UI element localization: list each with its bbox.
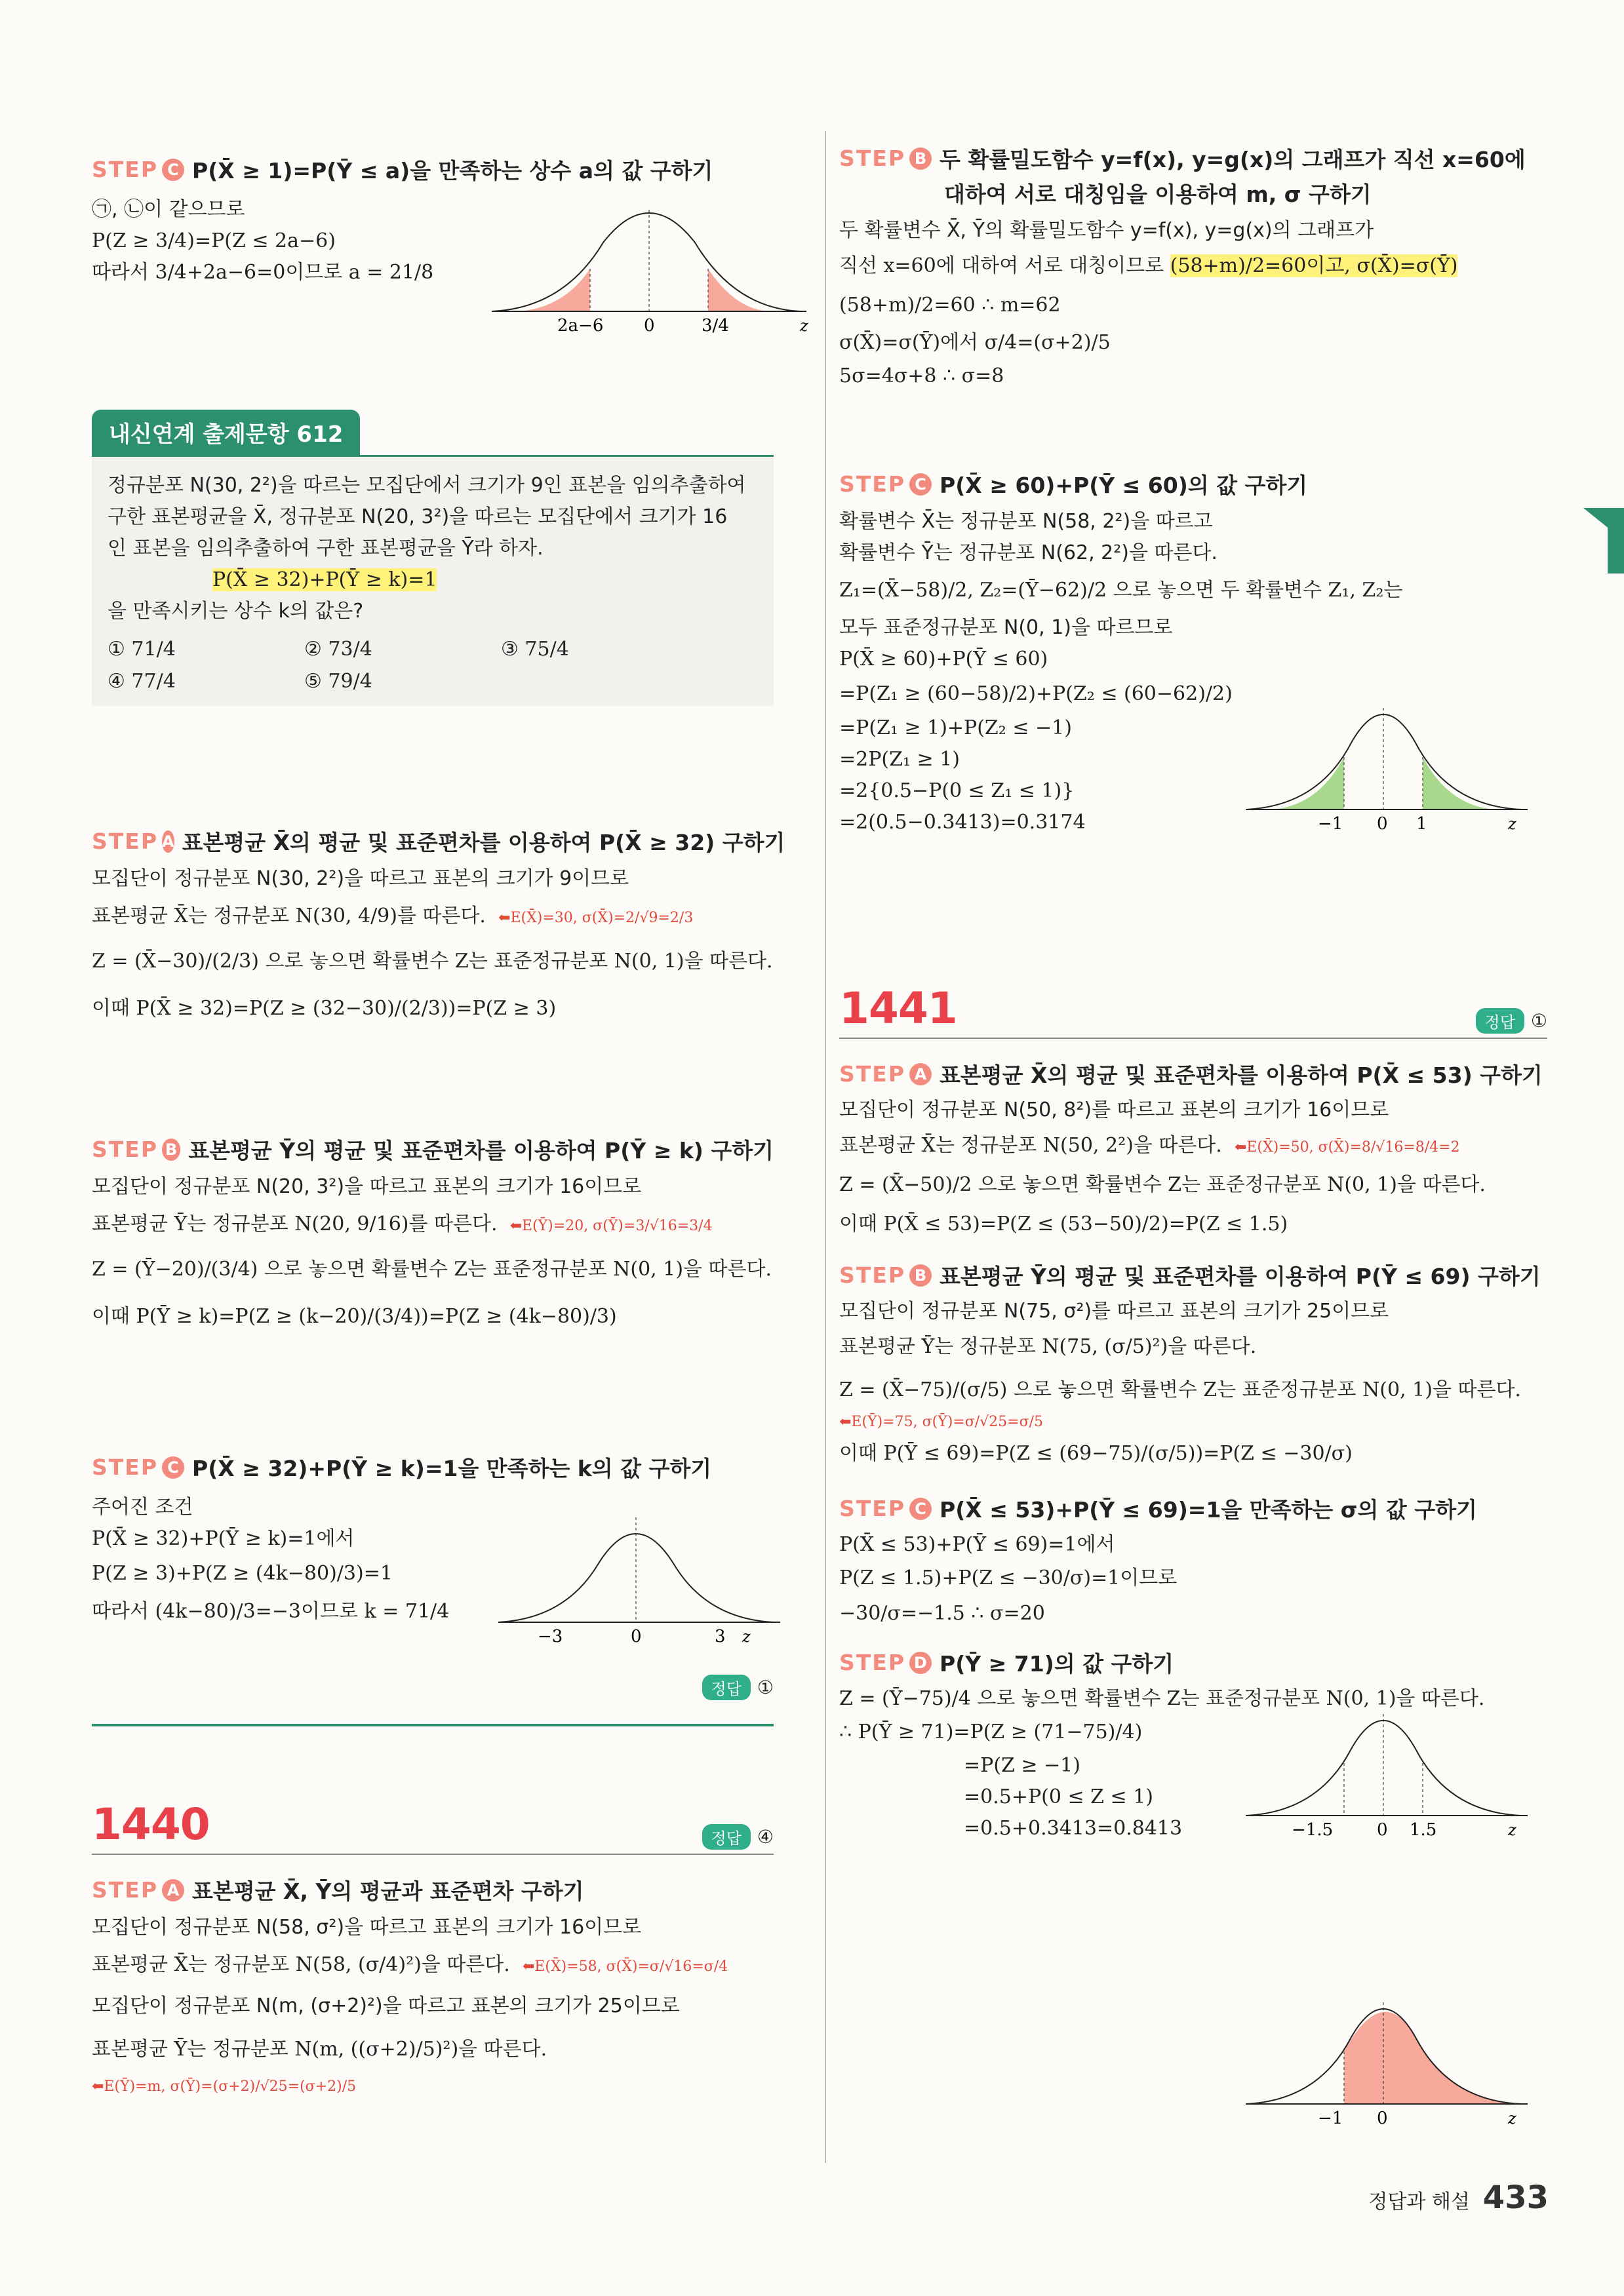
step-letter: A [162,1879,184,1901]
axis-label: z [800,317,808,335]
step-b-block [839,143,1547,392]
line: P(Z ≥ 3/4)=P(Z ≤ 2a−6) [92,229,336,252]
footer-label: 정답과 해설 [1368,2190,1470,2213]
line: 따라서 (4k−80)/3=−3이므로 k = 71/4 [92,1600,450,1623]
left-tail-shade [1246,757,1344,809]
exam-text: 정규분포 N(30, 2²)을 따르는 모집단에서 크기가 9인 표본을 임의추출하여 [108,474,746,497]
step-tag: STEP [92,1454,159,1480]
exam-body [92,455,774,706]
line: 두 확률변수 X̄, Ȳ의 확률밀도함수 y=f(x), y=g(x)의 그래프가 [839,219,1374,242]
answer-badge [702,1675,774,1700]
normal-curve-graph [1246,1698,1534,1855]
answer-value: ① [1530,1010,1547,1032]
right-tail-shade [1423,757,1495,809]
side-note: ⬅E(X̄)=58, σ(X̄)=σ/√16=σ/4 [522,1958,728,1975]
line: 이때 P(X̄ ≤ 53)=P(Z ≤ (53−50)/2)=P(Z ≤ 1.5) [839,1213,1288,1236]
step-title: P(X̄ ≥ 1)=P(Ȳ ≤ a)을 만족하는 상수 a의 값 구하기 [192,158,713,184]
step-letter: A [162,830,174,853]
line: 표본평균 X̄는 정규분포 N(58, (σ/4)²)을 따른다. [92,1953,510,1976]
tick-label: 3 [715,1627,726,1646]
side-note: ⬅E(X̄)=30, σ(X̄)=2/√9=2/3 [498,910,694,926]
line: =P(Z ≥ −1) [964,1754,1081,1777]
tick-label: −1 [1318,814,1343,834]
answer-badge [702,1824,774,1850]
answer-label: 정답 [702,1675,751,1700]
line: 확률변수 Ȳ는 정규분포 N(62, 2²)을 따른다. [839,541,1218,564]
answer-badge [1476,1008,1547,1034]
step-title: 두 확률밀도함수 y=f(x), y=g(x)의 그래프가 직선 x=60에 [940,147,1526,172]
step-title: 표본평균 X̄의 평균 및 표준편차를 이용하여 P(X̄ ≤ 53) 구하기 [940,1062,1543,1088]
line: ∴ P(Ȳ ≥ 71)=P(Z ≥ (71−75)/4) [839,1721,1143,1743]
step-heading [92,1875,774,1905]
line: 표본평균 Ȳ는 정규분포 N(20, 9/16)를 따른다. [92,1213,498,1236]
line: Z = (X̄−30)/(2/3) 으로 놓으면 확률변수 Z는 표준정규분포 N(0, 1)을 따른다. [92,950,773,973]
highlight: (58+m)/2=60이고, σ(X̄)=σ(Ȳ) [1170,254,1458,277]
side-note: ⬅E(Ȳ)=75, σ(Ȳ)=σ/√25=σ/5 [839,1414,1044,1430]
step-heading [92,1452,774,1483]
option-2[interactable]: ② 73/4 [304,638,372,661]
step-title: 표본평균 X̄의 평균 및 표준편차를 이용하여 P(X̄ ≥ 32) 구하기 [182,830,785,855]
step-heading [839,469,1547,499]
line: Z = (X̄−75)/(σ/5) 으로 놓으면 확률변수 Z는 표준정규분포 N(0, 1)을 따른다. [839,1378,1521,1401]
step-tag: STEP [839,1650,906,1675]
normal-curve-graph [498,1501,787,1658]
tick-label: −3 [538,1627,563,1646]
step-heading [839,1260,1547,1291]
tick-label: −1.5 [1292,1820,1334,1840]
column-divider [825,131,826,2163]
line: σ(X̄)=σ(Ȳ)에서 σ/4=(σ+2)/5 [839,331,1111,354]
tick-label: 1.5 [1410,1820,1437,1840]
side-note: ⬅E(Ȳ)=m, σ(Ȳ)=(σ+2)/√25=(σ+2)/5 [92,2078,357,2095]
line: 직선 x=60에 대하여 서로 대칭이므로 [839,254,1164,277]
line: 모집단이 정규분포 N(75, σ²)를 따르고 표본의 크기가 25이므로 [839,1300,1389,1323]
line: 따라서 3/4+2a−6=0이므로 a = 21/8 [92,261,434,284]
step-heading [92,826,785,857]
line: 모집단이 정규분포 N(30, 2²)을 따르고 표본의 크기가 9이므로 [92,867,629,890]
axis-label: z [1508,1821,1516,1839]
line: =2{0.5−P(0 ≤ Z₁ ≤ 1)} [839,779,1075,802]
problem-rule [839,1038,1547,1039]
line: −30/σ=−1.5 ∴ σ=20 [839,1602,1045,1625]
tick-label: 1 [1416,814,1427,834]
step-title: P(X̄ ≤ 53)+P(Ȳ ≤ 69)=1을 만족하는 σ의 값 구하기 [940,1497,1477,1523]
line: P(X̄ ≥ 60)+P(Ȳ ≤ 60) [839,648,1048,671]
answer-label: 정답 [1476,1008,1524,1034]
option-4[interactable]: ④ 77/4 [108,670,176,693]
page-number: 433 [1482,2179,1549,2216]
step-tag: STEP [839,1496,906,1521]
upper-area-shade [1344,2012,1521,2105]
line: 확률변수 X̄는 정규분포 N(58, 2²)을 따르고 [839,510,1213,533]
line: 모집단이 정규분포 N(20, 3²)을 따르고 표본의 크기가 16이므로 [92,1175,642,1198]
line: 주어진 조건 [92,1496,193,1519]
step-title: 표본평균 X̄, Ȳ의 평균과 표준편차 구하기 [192,1878,584,1904]
line: =0.5+P(0 ≤ Z ≤ 1) [964,1785,1154,1808]
option-1[interactable]: ① 71/4 [108,638,176,661]
line: 표본평균 X̄는 정규분포 N(50, 2²)을 따른다. [839,1134,1222,1157]
exam-header: 내신연계 출제문항 612 [92,410,360,455]
step-title: P(Ȳ ≥ 71)의 값 구하기 [940,1651,1174,1677]
step-letter: A [909,1063,932,1085]
line: ㉠, ㉡이 같으므로 [92,198,245,221]
chapter-tab [1583,508,1624,574]
line: 표본평균 Ȳ는 정규분포 N(m, ((σ+2)/5)²)을 따른다. [92,2038,547,2061]
line: P(Z ≥ 3)+P(Z ≥ (4k−80)/3)=1 [92,1562,393,1585]
step-letter: C [162,159,184,181]
tick-label: 0 [631,1627,642,1646]
step-title-cont: 대하여 서로 대칭임을 이용하여 m, σ 구하기 [944,182,1372,207]
line: Z = (X̄−50)/2 으로 놓으면 확률변수 Z는 표준정규분포 N(0, 1)을 따른다. [839,1173,1486,1196]
line: P(X̄ ≥ 32)+P(Ȳ ≥ k)=1에서 [92,1527,355,1550]
line: 5σ=4σ+8 ∴ σ=8 [839,364,1004,387]
problem-rule [92,1854,774,1855]
step-letter: C [909,1498,932,1520]
step-heading [839,143,1547,174]
answer-value: ① [757,1677,774,1698]
step-heading [92,154,774,185]
line: 모집단이 정규분포 N(50, 8²)를 따르고 표본의 크기가 16이므로 [839,1099,1389,1121]
line: 표본평균 Ȳ는 정규분포 N(75, (σ/5)²)을 따른다. [839,1335,1257,1358]
line: Z₁=(X̄−58)/2, Z₂=(Ȳ−62)/2 으로 놓으면 두 확률변수 Z₁, Z₂는 [839,579,1403,602]
side-note: ⬅E(Ȳ)=20, σ(Ȳ)=3/√16=3/4 [509,1218,713,1234]
axis-label: z [1508,2109,1516,2128]
step-tag: STEP [92,828,159,854]
option-5[interactable]: ⑤ 79/4 [304,670,372,693]
step-letter: C [909,473,932,496]
line: 모집단이 정규분포 N(58, σ²)을 따르고 표본의 크기가 16이므로 [92,1916,642,1939]
line: 이때 P(Ȳ ≤ 69)=P(Z ≤ (69−75)/(σ/5))=P(Z ≤ −30/σ) [839,1442,1353,1465]
line: Z = (Ȳ−20)/(3/4) 으로 놓으면 확률변수 Z는 표준정규분포 N(0, 1)을 따른다. [92,1258,772,1281]
axis-label: z [742,1627,751,1646]
step-tag: STEP [92,1877,159,1903]
normal-curve-graph [1246,691,1534,849]
line: (58+m)/2=60 ∴ m=62 [839,294,1061,317]
tick-label: 2a−6 [557,316,604,336]
line: =0.5+0.3413=0.8413 [964,1817,1183,1840]
tick-label: 0 [1377,2109,1388,2128]
tick-label: 0 [1377,1820,1388,1840]
step-tag: STEP [839,471,906,497]
step-heading [839,1647,1547,1678]
line: =2(0.5−0.3413)=0.3174 [839,811,1086,834]
line: =2P(Z₁ ≥ 1) [839,748,960,771]
normal-curve-graph [1246,1986,1534,2143]
step-title: P(X̄ ≥ 32)+P(Ȳ ≥ k)=1을 만족하는 k의 값 구하기 [192,1456,712,1481]
line: 모집단이 정규분포 N(m, (σ+2)²)을 따르고 표본의 크기가 25이므로 [92,1994,680,2017]
exam-text: 구한 표본평균을 X̄, 정규분포 N(20, 3²)을 따르는 모집단에서 크기가 16 [108,505,728,528]
step-heading [839,1493,1547,1524]
line: P(Z ≤ 1.5)+P(Z ≤ −30/σ)=1이므로 [839,1566,1178,1589]
step-b-block [92,1134,774,1340]
axis-label: z [1508,815,1516,833]
answer-label: 정답 [702,1824,751,1850]
exam-text: 인 표본을 임의추출하여 구한 표본평균을 Ȳ라 하자. [108,537,544,560]
options [108,638,758,693]
step-letter: B [909,1264,932,1287]
step-tag: STEP [839,1262,906,1288]
step-letter: B [162,1138,180,1161]
left-tail-shade [492,269,590,311]
answer-value: ④ [757,1826,774,1848]
step-letter: D [909,1652,932,1674]
exam-question: 을 만족시키는 상수 k의 값은? [108,600,364,623]
step-letter: B [909,147,932,170]
step-tag: STEP [839,1061,906,1087]
step-title: P(X̄ ≥ 60)+P(Ȳ ≤ 60)의 값 구하기 [940,473,1308,498]
section-divider [92,1724,774,1726]
step-tag: STEP [92,1137,159,1162]
tick-label: −1 [1318,2109,1343,2128]
line: P(X̄ ≤ 53)+P(Ȳ ≤ 69)=1에서 [839,1533,1115,1556]
line: =P(Z₁ ≥ (60−58)/2)+P(Z₂ ≤ (60−62)/2) [839,682,1233,705]
problem-1440 [92,1799,774,2095]
line: 이때 P(Ȳ ≥ k)=P(Z ≥ (k−20)/(3/4))=P(Z ≥ (4k−80)/3) [92,1305,617,1328]
exam-box [92,410,774,706]
step-heading [92,1134,774,1165]
problem-number: 1440 [92,1799,210,1850]
line: =P(Z₁ ≥ 1)+P(Z₂ ≤ −1) [839,716,1072,739]
side-note: ⬅E(X̄)=50, σ(X̄)=8/√16=8/4=2 [1234,1139,1460,1156]
exam-condition: P(X̄ ≥ 32)+P(Ȳ ≥ k)=1 [212,568,437,591]
normal-curve-graph [492,190,820,347]
step-title: 표본평균 Ȳ의 평균 및 표준편차를 이용하여 P(Ȳ ≥ k) 구하기 [188,1138,774,1163]
tick-label: 0 [1377,814,1388,834]
tick-label: 3/4 [702,316,729,336]
step-tag: STEP [839,146,906,171]
step-a-block [92,826,785,1032]
option-3[interactable]: ③ 75/4 [501,638,569,661]
step-heading [839,1059,1547,1089]
step-letter: C [162,1456,184,1479]
step-tag: STEP [92,157,159,182]
line: 표본평균 X̄는 정규분포 N(30, 4/9)를 따른다. [92,905,486,927]
bell-curve [492,213,800,311]
step-title: 표본평균 Ȳ의 평균 및 표준편차를 이용하여 P(Ȳ ≤ 69) 구하기 [940,1264,1541,1289]
problem-number: 1441 [839,983,957,1034]
line: Z = (Ȳ−75)/4 으로 놓으면 확률변수 Z는 표준정규분포 N(0, 1)을 따른다. [839,1687,1485,1710]
line: 모두 표준정규분포 N(0, 1)을 따르므로 [839,616,1173,639]
page-footer [1368,2179,1549,2216]
tick-label: 0 [644,316,655,336]
line: 이때 P(X̄ ≥ 32)=P(Z ≥ (32−30)/(2/3))=P(Z ≥ 3) [92,997,557,1020]
